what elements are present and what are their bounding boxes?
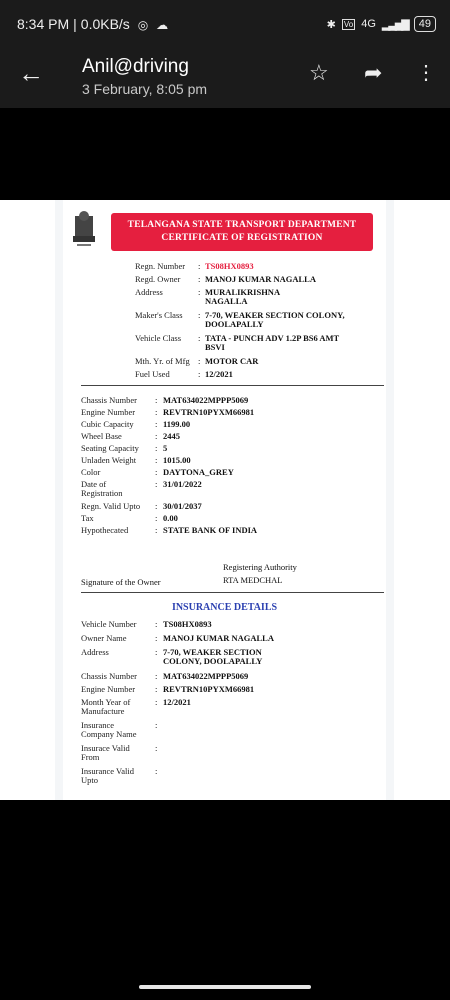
field-value: 31/01/2022: [163, 479, 202, 489]
insurance-fields: Vehicle Number : TS08HX0893 Owner Name : MANOJ KUMAR NAGALLA Address : 7-70, WEAKER SECTION COLONY, DOOLAPALLY Chassis Number : MAT634022MPPP5069 Engine Number : REVTRN10PYXM66981 Month Year of Manufacture : 12/2021 Insurance Company Name : Insurace Valid From : Insurance Valid Upto :: [81, 620, 381, 795]
whatsapp-icon: ◎: [137, 18, 149, 32]
status-bar: [0, 0, 450, 48]
field-value: STATE BANK OF INDIA: [163, 525, 258, 535]
status-icons: [327, 16, 436, 32]
state-emblem-icon: [71, 210, 97, 256]
vehicle-fields: Chassis Number : MAT634022MPPP5069 Engine Number : REVTRN10PYXM66981 Cubic Capacity : 1199.00 Wheel Base : 2445 Seating Capacity : 5 Unladen Weight : 1015.00 Color : DAYTONA_GREY Date of Registration : 31/01/2022 Regn. Valid Upto : 30/01/2037 Tax : 0.00 Hypothecated : STATE BANK OF INDIA: [81, 395, 258, 535]
field-label: Insurace Valid From: [81, 743, 130, 762]
signal-icon: ▂▃▅▇: [381, 18, 408, 31]
field-label: Fuel Used: [135, 369, 170, 379]
star-icon[interactable]: ☆: [309, 60, 329, 85]
field-value: 2445: [163, 431, 180, 441]
field-label: Month Year of Manufacture: [81, 697, 131, 716]
field-value: REVTRN10PYXM66981: [163, 407, 255, 417]
field-value: 1015.00: [163, 455, 191, 465]
field-value: 12/2021: [205, 369, 233, 379]
certificate-header: [111, 213, 373, 251]
field-value: MAT634022MPPP5069: [163, 395, 249, 405]
field-label: Cubic Capacity: [81, 419, 134, 429]
network-type: 4G: [361, 18, 376, 30]
rta-name: RTA MEDCHAL: [223, 575, 283, 585]
field-value: MAT634022MPPP5069: [163, 671, 249, 681]
owner-signature: Signature of the Owner: [81, 577, 161, 587]
field-label: Unladen Weight: [81, 455, 137, 465]
field-label: Mth. Yr. of Mfg: [135, 356, 190, 366]
field-value: 30/01/2037: [163, 501, 202, 511]
more-vert-icon[interactable]: ⋮: [416, 62, 436, 84]
field-value: TS08HX0893: [163, 619, 212, 629]
field-value: 5: [163, 443, 168, 453]
status-time: 8:34 PM | 0.0KB/s ◎ ☁: [17, 16, 169, 32]
field-value: 1199.00: [163, 419, 191, 429]
field-value: 7-70, WEAKER SECTION COLONY, DOOLAPALLY: [163, 647, 263, 666]
field-label: Vehicle Class: [135, 333, 182, 343]
header-line2: CERTIFICATE OF REGISTRATION: [161, 233, 323, 243]
back-arrow-icon[interactable]: ←: [18, 58, 44, 88]
chat-subtitle: 3 February, 8:05 pm: [82, 81, 208, 97]
field-label: Chassis Number: [81, 395, 137, 405]
field-value: DAYTONA_GREY: [163, 467, 234, 477]
field-value: REVTRN10PYXM66981: [163, 684, 255, 694]
divider: [81, 592, 384, 593]
field-label: Insurance Company Name: [81, 720, 137, 739]
field-value: 7-70, WEAKER SECTION COLONY, DOOLAPALLY: [205, 310, 345, 329]
field-value: MANOJ KUMAR NAGALLA: [205, 274, 316, 284]
field-label: Engine Number: [81, 407, 136, 417]
chat-title: Anil@driving: [82, 56, 189, 77]
field-label: Insurance Valid Upto: [81, 766, 134, 785]
field-label: Seating Capacity: [81, 443, 139, 453]
field-value: 0.00: [163, 513, 178, 523]
field-label: Color: [81, 467, 101, 477]
field-label: Owner Name: [81, 633, 127, 643]
field-label: Wheel Base: [81, 431, 122, 441]
field-label: Vehicle Number: [81, 619, 137, 629]
registration-certificate[interactable]: [63, 200, 386, 800]
bluetooth-icon: ✱: [326, 18, 336, 31]
field-label: Regn. Number: [135, 261, 186, 271]
field-value: MOTOR CAR: [205, 356, 259, 366]
cloud-icon: ☁: [156, 18, 169, 32]
volte-icon: Vo: [343, 19, 354, 29]
field-label: Maker's Class: [135, 310, 183, 320]
field-label: Address: [81, 647, 109, 657]
divider: [81, 385, 384, 386]
regn-number: TS08HX0893: [205, 261, 254, 271]
field-value: MURALIKRISHNA NAGALLA: [205, 287, 280, 306]
gesture-nav-bar[interactable]: [139, 985, 311, 989]
field-value: 12/2021: [163, 697, 191, 707]
field-label: Date of Registration: [81, 479, 123, 498]
field-label: Engine Number: [81, 684, 136, 694]
field-label: Chassis Number: [81, 671, 137, 681]
field-label: Regd. Owner: [135, 274, 181, 284]
field-label: Hypothecated: [81, 525, 129, 535]
registering-authority: Registering Authority: [223, 562, 297, 572]
field-label: Regn. Valid Upto: [81, 501, 141, 511]
registration-fields: Regn. Number : TS08HX0893 Regd. Owner : MANOJ KUMAR NAGALLA Address : MURALIKRISHNA NAGALLA Maker's Class : 7-70, WEAKER SECTION COLONY, DOOLAPALLY Vehicle Class : TATA - PUNCH ADV 1.2P BS6 AMT BSVI Mth. Yr. of Mfg : MOTOR CAR Fuel Used : 12/2021: [135, 261, 345, 379]
field-value: MANOJ KUMAR NAGALLA: [163, 633, 274, 643]
header-line1: TELANGANA STATE TRANSPORT DEPARTMENT: [127, 220, 357, 230]
field-label: Tax: [81, 513, 94, 523]
share-icon[interactable]: ➦: [364, 60, 383, 85]
field-label: Address: [135, 287, 163, 297]
battery-icon: 49: [414, 16, 436, 32]
insurance-title: INSURANCE DETAILS: [171, 602, 278, 613]
field-value: TATA - PUNCH ADV 1.2P BS6 AMT BSVI: [205, 333, 340, 352]
app-bar: [0, 48, 450, 108]
